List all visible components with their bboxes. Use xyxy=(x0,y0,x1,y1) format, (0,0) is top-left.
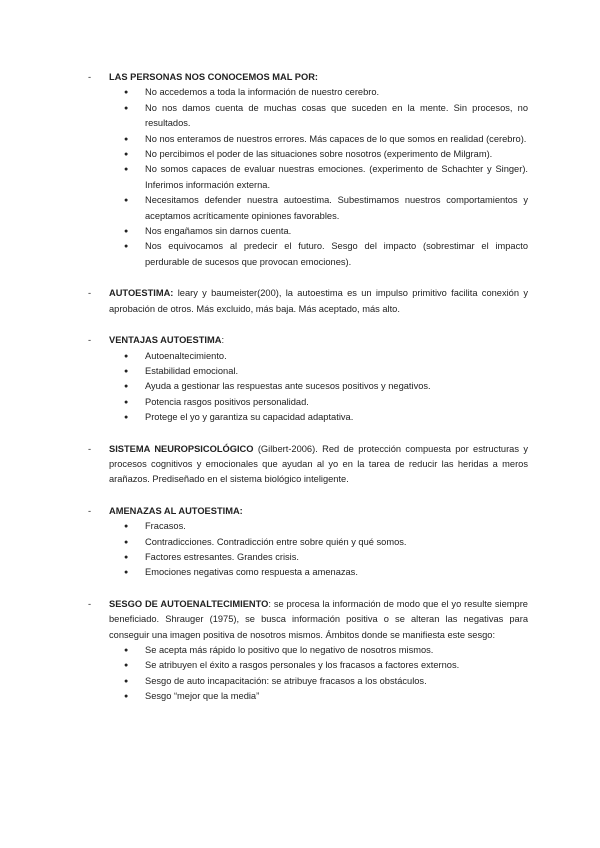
section-heading: SESGO DE AUTOENALTECIMIENTO xyxy=(109,598,269,609)
section-sesgo-autoenaltecimiento xyxy=(88,597,528,705)
section-conocemos-mal xyxy=(88,70,528,270)
section-heading: VENTAJAS AUTOESTIMA xyxy=(109,335,222,346)
list-item: ● No accedemos a toda la información de nuestro cerebro. xyxy=(145,85,528,100)
dash-marker: - xyxy=(88,598,92,609)
list-item: ● No nos enteramos de nuestros errores. Más capaces de lo que somos en realidad (cerebro). xyxy=(145,132,528,147)
list-item: ● Estabilidad emocional. xyxy=(145,364,528,379)
list-item: ● Factores estresantes. Grandes crisis. xyxy=(145,550,528,565)
list-item: ● Contradicciones. Contradicción entre sobre quién y qué somos. xyxy=(145,535,528,550)
list-item: ● Ayuda a gestionar las respuestas ante sucesos positivos y negativos. xyxy=(145,379,528,394)
list-item: ● No nos damos cuenta de muchas cosas que suceden en la mente. Sin procesos, no resultados. xyxy=(145,101,528,132)
document-content xyxy=(88,70,528,705)
bullet-list xyxy=(109,85,528,270)
section-amenazas-autoestima xyxy=(88,504,528,581)
list-item: ● No somos capaces de evaluar nuestras emociones. (experimento de Schachter y Singer). Inferimos información externa. xyxy=(145,162,528,193)
list-item: ● Emociones negativas como respuesta a amenazas. xyxy=(145,565,528,580)
section-autoestima xyxy=(88,286,528,317)
section-heading: AMENAZAS AL AUTOESTIMA: xyxy=(109,505,243,516)
section-heading: LAS PERSONAS NOS CONOCEMOS MAL POR: xyxy=(109,72,319,82)
list-item: ● Se atribuyen el éxito a rasgos personales y los fracasos a factores externos. xyxy=(145,658,528,673)
section-text: : se procesa la información de modo que el yo resulte siempre beneficiado. Shrauger (1975), se busca información positiva o se alteran las negativas para conseguir una imagen positiva de nosotros mismos. Ámbitos donde se manifiesta este sesgo: xyxy=(109,598,528,640)
section-heading: SISTEMA NEUROPSICOLÓGICO xyxy=(109,443,254,454)
list-item: ● Protege el yo y garantiza su capacidad adaptativa. xyxy=(145,410,528,425)
list-item: ● Autoenaltecimiento. xyxy=(145,349,528,364)
heading-suffix: : xyxy=(221,335,225,346)
dash-marker: - xyxy=(88,505,92,516)
list-item: ● Sesgo “mejor que la media” xyxy=(145,689,528,704)
dash-marker: - xyxy=(88,335,92,346)
list-item: ● Sesgo de auto incapacitación: se atribuye fracasos a los obstáculos. xyxy=(145,674,528,689)
list-item: ● No percibimos el poder de las situaciones sobre nosotros (experimento de Milgram). xyxy=(145,147,528,162)
dash-marker: - xyxy=(88,288,92,299)
list-item: ● Se acepta más rápido lo positivo que lo negativo de nosotros mismos. xyxy=(145,643,528,658)
bullet-list xyxy=(109,349,528,426)
section-sistema-neuropsicologico xyxy=(88,442,528,488)
section-text: (Gilbert-2006). Red de protección compuesta por estructuras y procesos cognitivos y emocionales que ayudan al yo en la tarea de reducir las heridas a meros arañazos. Prediseñado en el sistema biológico inteligente. xyxy=(109,443,528,485)
section-heading: AUTOESTIMA: xyxy=(109,288,174,299)
list-item: ● Nos engañamos sin darnos cuenta. xyxy=(145,224,528,239)
list-item: ● Potencia rasgos positivos personalidad. xyxy=(145,395,528,410)
bullet-list xyxy=(109,519,528,581)
section-text: leary y baumeister(200), la autoestima es un impulso primitivo facilita conexión y aprobación de otros. Más excluido, más baja. Más aceptado, más alto. xyxy=(109,288,528,314)
dash-marker: - xyxy=(88,72,92,82)
list-item: ● Fracasos. xyxy=(145,519,528,534)
dash-marker: - xyxy=(88,443,92,454)
bullet-list xyxy=(109,643,528,705)
section-ventajas-autoestima xyxy=(88,333,528,425)
list-item: ● Nos equivocamos al predecir el futuro. Sesgo del impacto (sobrestimar el impacto perdurable de sucesos que provocan emociones). xyxy=(145,239,528,270)
list-item: ● Necesitamos defender nuestra autoestima. Subestimamos nuestros comportamientos y aceptamos acríticamente opiniones favorables. xyxy=(145,193,528,224)
